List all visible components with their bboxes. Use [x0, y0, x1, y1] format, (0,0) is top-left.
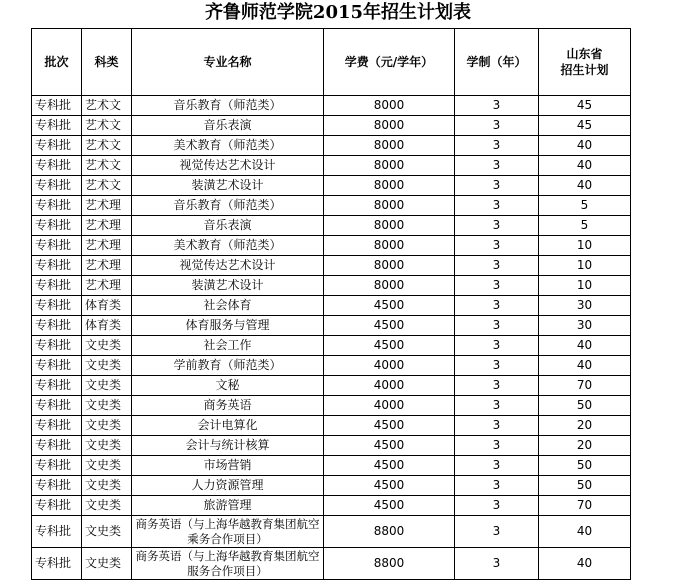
table-row [32, 336, 631, 356]
table-row [32, 548, 631, 580]
cell-major: 体育服务与管理 [132, 316, 324, 336]
cell-batch: 专科批 [32, 176, 82, 196]
cell-type: 艺术理 [82, 256, 132, 276]
cell-plan: 30 [539, 316, 631, 336]
cell-fee: 8000 [324, 196, 455, 216]
cell-type: 文史类 [82, 548, 132, 580]
header-major: 专业名称 [132, 29, 324, 96]
cell-plan: 40 [539, 356, 631, 376]
cell-fee: 4500 [324, 476, 455, 496]
cell-batch: 专科批 [32, 236, 82, 256]
table-row [32, 256, 631, 276]
cell-major: 装潢艺术设计 [132, 176, 324, 196]
cell-years: 3 [455, 216, 539, 236]
cell-batch: 专科批 [32, 356, 82, 376]
cell-fee: 4500 [324, 436, 455, 456]
cell-plan: 70 [539, 376, 631, 396]
cell-type: 文史类 [82, 376, 132, 396]
header-fee: 学费（元/学年） [324, 29, 455, 96]
cell-batch: 专科批 [32, 336, 82, 356]
cell-batch: 专科批 [32, 136, 82, 156]
cell-years: 3 [455, 516, 539, 548]
cell-years: 3 [455, 476, 539, 496]
cell-batch: 专科批 [32, 456, 82, 476]
cell-major: 社会体育 [132, 296, 324, 316]
cell-type: 体育类 [82, 296, 132, 316]
cell-major: 视觉传达艺术设计 [132, 256, 324, 276]
cell-years: 3 [455, 276, 539, 296]
cell-fee: 4500 [324, 336, 455, 356]
cell-type: 文史类 [82, 336, 132, 356]
cell-type: 体育类 [82, 316, 132, 336]
cell-years: 3 [455, 496, 539, 516]
cell-major: 美术教育（师范类） [132, 236, 324, 256]
cell-batch: 专科批 [32, 296, 82, 316]
table-row [32, 376, 631, 396]
table-row [32, 396, 631, 416]
cell-years: 3 [455, 256, 539, 276]
cell-fee: 8000 [324, 276, 455, 296]
cell-years: 3 [455, 416, 539, 436]
cell-major: 会计电算化 [132, 416, 324, 436]
cell-major: 人力资源管理 [132, 476, 324, 496]
cell-major: 音乐表演 [132, 116, 324, 136]
cell-batch: 专科批 [32, 396, 82, 416]
page-title: 齐鲁师范学院2015年招生计划表 [204, 2, 472, 23]
cell-batch: 专科批 [32, 548, 82, 580]
cell-batch: 专科批 [32, 376, 82, 396]
cell-fee: 8000 [324, 236, 455, 256]
cell-years: 3 [455, 376, 539, 396]
cell-fee: 4000 [324, 396, 455, 416]
cell-major: 学前教育（师范类） [132, 356, 324, 376]
cell-batch: 专科批 [32, 196, 82, 216]
table-row [32, 436, 631, 456]
cell-years: 3 [455, 96, 539, 116]
cell-plan: 45 [539, 96, 631, 116]
cell-plan: 5 [539, 196, 631, 216]
cell-fee: 4000 [324, 376, 455, 396]
cell-batch: 专科批 [32, 156, 82, 176]
cell-plan: 40 [539, 156, 631, 176]
cell-fee: 8000 [324, 216, 455, 236]
cell-type: 艺术文 [82, 176, 132, 196]
table-row [32, 316, 631, 336]
cell-type: 文史类 [82, 436, 132, 456]
cell-years: 3 [455, 436, 539, 456]
header-years: 学制（年） [455, 29, 539, 96]
cell-major: 文秘 [132, 376, 324, 396]
cell-fee: 8000 [324, 136, 455, 156]
cell-batch: 专科批 [32, 436, 82, 456]
cell-major: 会计与统计核算 [132, 436, 324, 456]
cell-type: 艺术理 [82, 276, 132, 296]
header-plan [539, 29, 631, 96]
cell-fee: 8000 [324, 156, 455, 176]
cell-plan: 5 [539, 216, 631, 236]
cell-batch: 专科批 [32, 216, 82, 236]
cell-fee: 4500 [324, 456, 455, 476]
cell-fee: 8000 [324, 176, 455, 196]
cell-major: 音乐教育（师范类） [132, 96, 324, 116]
cell-plan: 10 [539, 236, 631, 256]
table-row [32, 156, 631, 176]
table-row [32, 356, 631, 376]
cell-type: 艺术理 [82, 216, 132, 236]
cell-major: 商务英语（与上海华越教育集团航空服务合作项目） [132, 548, 324, 580]
cell-plan: 45 [539, 116, 631, 136]
cell-plan: 50 [539, 476, 631, 496]
cell-fee: 4500 [324, 296, 455, 316]
cell-plan: 50 [539, 396, 631, 416]
table-row [32, 296, 631, 316]
cell-batch: 专科批 [32, 276, 82, 296]
cell-plan: 50 [539, 456, 631, 476]
cell-years: 3 [455, 356, 539, 376]
cell-plan: 10 [539, 256, 631, 276]
cell-years: 3 [455, 136, 539, 156]
cell-type: 文史类 [82, 516, 132, 548]
cell-type: 艺术文 [82, 156, 132, 176]
cell-fee: 4500 [324, 316, 455, 336]
cell-plan: 40 [539, 336, 631, 356]
cell-plan: 40 [539, 136, 631, 156]
table-row [32, 496, 631, 516]
cell-fee: 8800 [324, 548, 455, 580]
cell-years: 3 [455, 336, 539, 356]
table-row [32, 136, 631, 156]
cell-years: 3 [455, 236, 539, 256]
cell-batch: 专科批 [32, 256, 82, 276]
cell-type: 文史类 [82, 476, 132, 496]
cell-type: 文史类 [82, 356, 132, 376]
header-type: 科类 [82, 29, 132, 96]
cell-plan: 40 [539, 176, 631, 196]
cell-fee: 4500 [324, 496, 455, 516]
cell-batch: 专科批 [32, 96, 82, 116]
cell-plan: 40 [539, 548, 631, 580]
table-row [32, 236, 631, 256]
cell-type: 艺术理 [82, 236, 132, 256]
cell-batch: 专科批 [32, 416, 82, 436]
cell-type: 文史类 [82, 496, 132, 516]
cell-plan: 10 [539, 276, 631, 296]
table-row [32, 176, 631, 196]
cell-fee: 4000 [324, 356, 455, 376]
cell-fee: 8000 [324, 96, 455, 116]
table-row [32, 516, 631, 548]
cell-years: 3 [455, 396, 539, 416]
cell-plan: 20 [539, 436, 631, 456]
cell-type: 文史类 [82, 416, 132, 436]
cell-batch: 专科批 [32, 116, 82, 136]
table-row [32, 456, 631, 476]
table-row [32, 96, 631, 116]
cell-major: 装潢艺术设计 [132, 276, 324, 296]
cell-years: 3 [455, 156, 539, 176]
header-plan-line2: 招生计划 [560, 63, 609, 77]
table-row [32, 116, 631, 136]
cell-batch: 专科批 [32, 496, 82, 516]
cell-major: 商务英语 [132, 396, 324, 416]
table-row [32, 216, 631, 236]
cell-years: 3 [455, 456, 539, 476]
cell-years: 3 [455, 196, 539, 216]
table-row [32, 196, 631, 216]
cell-major: 音乐表演 [132, 216, 324, 236]
cell-type: 艺术文 [82, 136, 132, 156]
cell-years: 3 [455, 316, 539, 336]
table-row [32, 476, 631, 496]
cell-type: 艺术文 [82, 116, 132, 136]
cell-fee: 8800 [324, 516, 455, 548]
cell-plan: 20 [539, 416, 631, 436]
enrollment-plan-table [31, 28, 631, 580]
table-header-row [32, 29, 631, 96]
cell-years: 3 [455, 116, 539, 136]
table-row [32, 276, 631, 296]
cell-years: 3 [455, 548, 539, 580]
cell-major: 旅游管理 [132, 496, 324, 516]
cell-batch: 专科批 [32, 516, 82, 548]
cell-type: 文史类 [82, 396, 132, 416]
cell-fee: 4500 [324, 416, 455, 436]
cell-fee: 8000 [324, 116, 455, 136]
cell-major: 美术教育（师范类） [132, 136, 324, 156]
cell-type: 艺术理 [82, 196, 132, 216]
table-body [32, 96, 631, 580]
cell-plan: 30 [539, 296, 631, 316]
cell-major: 市场营销 [132, 456, 324, 476]
cell-batch: 专科批 [32, 476, 82, 496]
table-row [32, 416, 631, 436]
cell-major: 音乐教育（师范类） [132, 196, 324, 216]
cell-major: 社会工作 [132, 336, 324, 356]
cell-type: 文史类 [82, 456, 132, 476]
cell-type: 艺术文 [82, 96, 132, 116]
cell-years: 3 [455, 296, 539, 316]
cell-batch: 专科批 [32, 316, 82, 336]
cell-plan: 70 [539, 496, 631, 516]
cell-major: 视觉传达艺术设计 [132, 156, 324, 176]
header-plan-line1: 山东省 [566, 47, 603, 61]
cell-fee: 8000 [324, 256, 455, 276]
cell-major: 商务英语（与上海华越教育集团航空乘务合作项目） [132, 516, 324, 548]
cell-years: 3 [455, 176, 539, 196]
cell-plan: 40 [539, 516, 631, 548]
header-batch: 批次 [32, 29, 82, 96]
